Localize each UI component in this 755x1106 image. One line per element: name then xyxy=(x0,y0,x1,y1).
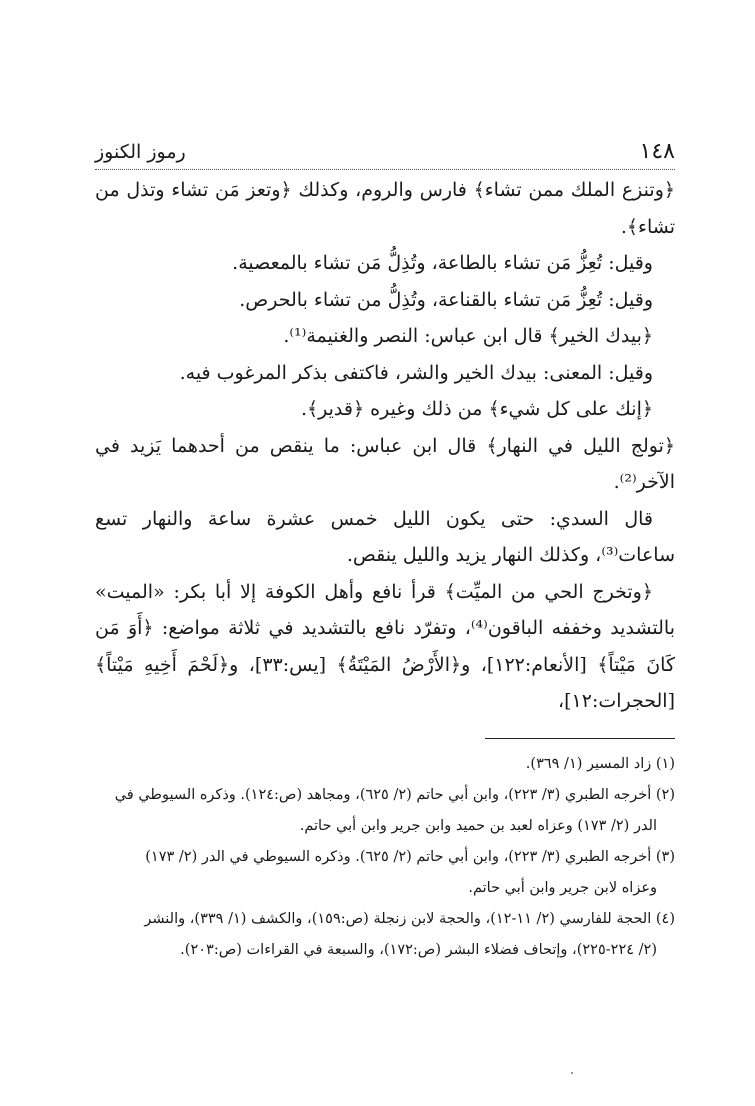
running-title: رموز الكنوز xyxy=(95,141,186,163)
paragraph: ﴿وتخرج الحي من الميِّت﴾ قرأ نافع وأهل الكوفة إلا أبا بكر: «الميت» بالتشديد وخففه الباقون⁽⁴⁾، وتفرّد نافع بالتشديد في ثلاثة مواضع: ﴿أَوَ مَن كَانَ مَيْتاً﴾ [الأنعام:١٢٢]، و﴿الأَرْضُ المَيْتَةُ﴾ [يس:٣٣]، و﴿لَحْمَ أَخِيهِ مَيْتاً﴾ [الحجرات:١٢]، xyxy=(95,580,675,712)
paragraph: وقيل: تُعِزُّ مَن تشاء بالطاعة، وتُذِلُّ مَن تشاء بالمعصية. xyxy=(232,252,653,274)
footnote: (٣) أخرجه الطبري (٣/ ٢٢٣)، وابن أبي حاتم (٢/ ٦٢٥). وذكره السيوطي في الدر (٢/ ١٧٣) xyxy=(145,848,675,865)
paragraph: ﴿تولج الليل في النهار﴾ قال ابن عباس: ما ينقص من أحدهما يَزيد في الآخر⁽²⁾. xyxy=(95,434,675,493)
page-header xyxy=(95,135,675,170)
page-number: ١٤٨ xyxy=(639,139,675,164)
footnote-continuation: الدر (٢/ ١٧٣) وعزاه لعبد بن حميد وابن جرير وابن أبي حاتم. xyxy=(299,817,657,834)
footnote-continuation: (٢/ ٢٢٤-٢٢٥)، وإتحاف فضلاء البشر (ص:١٧٢)، والسبعة في القراءات (ص:٢٠٣). xyxy=(180,941,657,958)
footnotes xyxy=(95,749,675,966)
footnote: (٢) أخرجه الطبري (٣/ ٢٢٣)، وابن أبي حاتم (٢/ ٦٢٥)، ومجاهد (ص:١٢٤). وذكره السيوطي في xyxy=(114,786,675,803)
paragraph: وقيل: تُعِزُّ مَن تشاء بالقناعة، وتُذِلُّ من تشاء بالحرص. xyxy=(239,288,653,311)
paragraph: ﴿بيدك الخير﴾ قال ابن عباس: النصر والغنيمة⁽¹⁾. xyxy=(283,325,653,347)
paragraph: قال السدي: حتى يكون الليل خمس عشرة ساعة والنهار تسع ساعات⁽³⁾، وكذلك النهار يزيد والليل ينقص. xyxy=(95,507,675,566)
paragraph: ﴿إنك على كل شيء﴾ من ذلك وغيره ﴿قدير﴾. xyxy=(300,398,653,420)
main-text xyxy=(95,172,675,720)
footnote: (١) زاد المسير (١/ ٣٦٩). xyxy=(525,755,675,772)
footnote: (٤) الحجة للفارسي (٢/ ١١-١٢)، والحجة لابن زنجلة (ص:١٥٩)، والكشف (١/ ٣٣٩)، والنشر xyxy=(144,910,675,927)
scan-speck xyxy=(571,1072,573,1074)
book-page xyxy=(95,135,675,966)
paragraph: وقيل: المعنى: بيدك الخير والشر، فاكتفى بذكر المرغوب فيه. xyxy=(179,361,653,384)
footnote-continuation: وعزاه لابن جرير وابن أبي حاتم. xyxy=(468,879,657,896)
paragraph: ﴿وتنزع الملك ممن تشاء﴾ فارس والروم، وكذلك ﴿وتعز مَن تشاء وتذل من تشاء﴾. xyxy=(95,179,675,238)
footnote-separator xyxy=(485,738,675,739)
